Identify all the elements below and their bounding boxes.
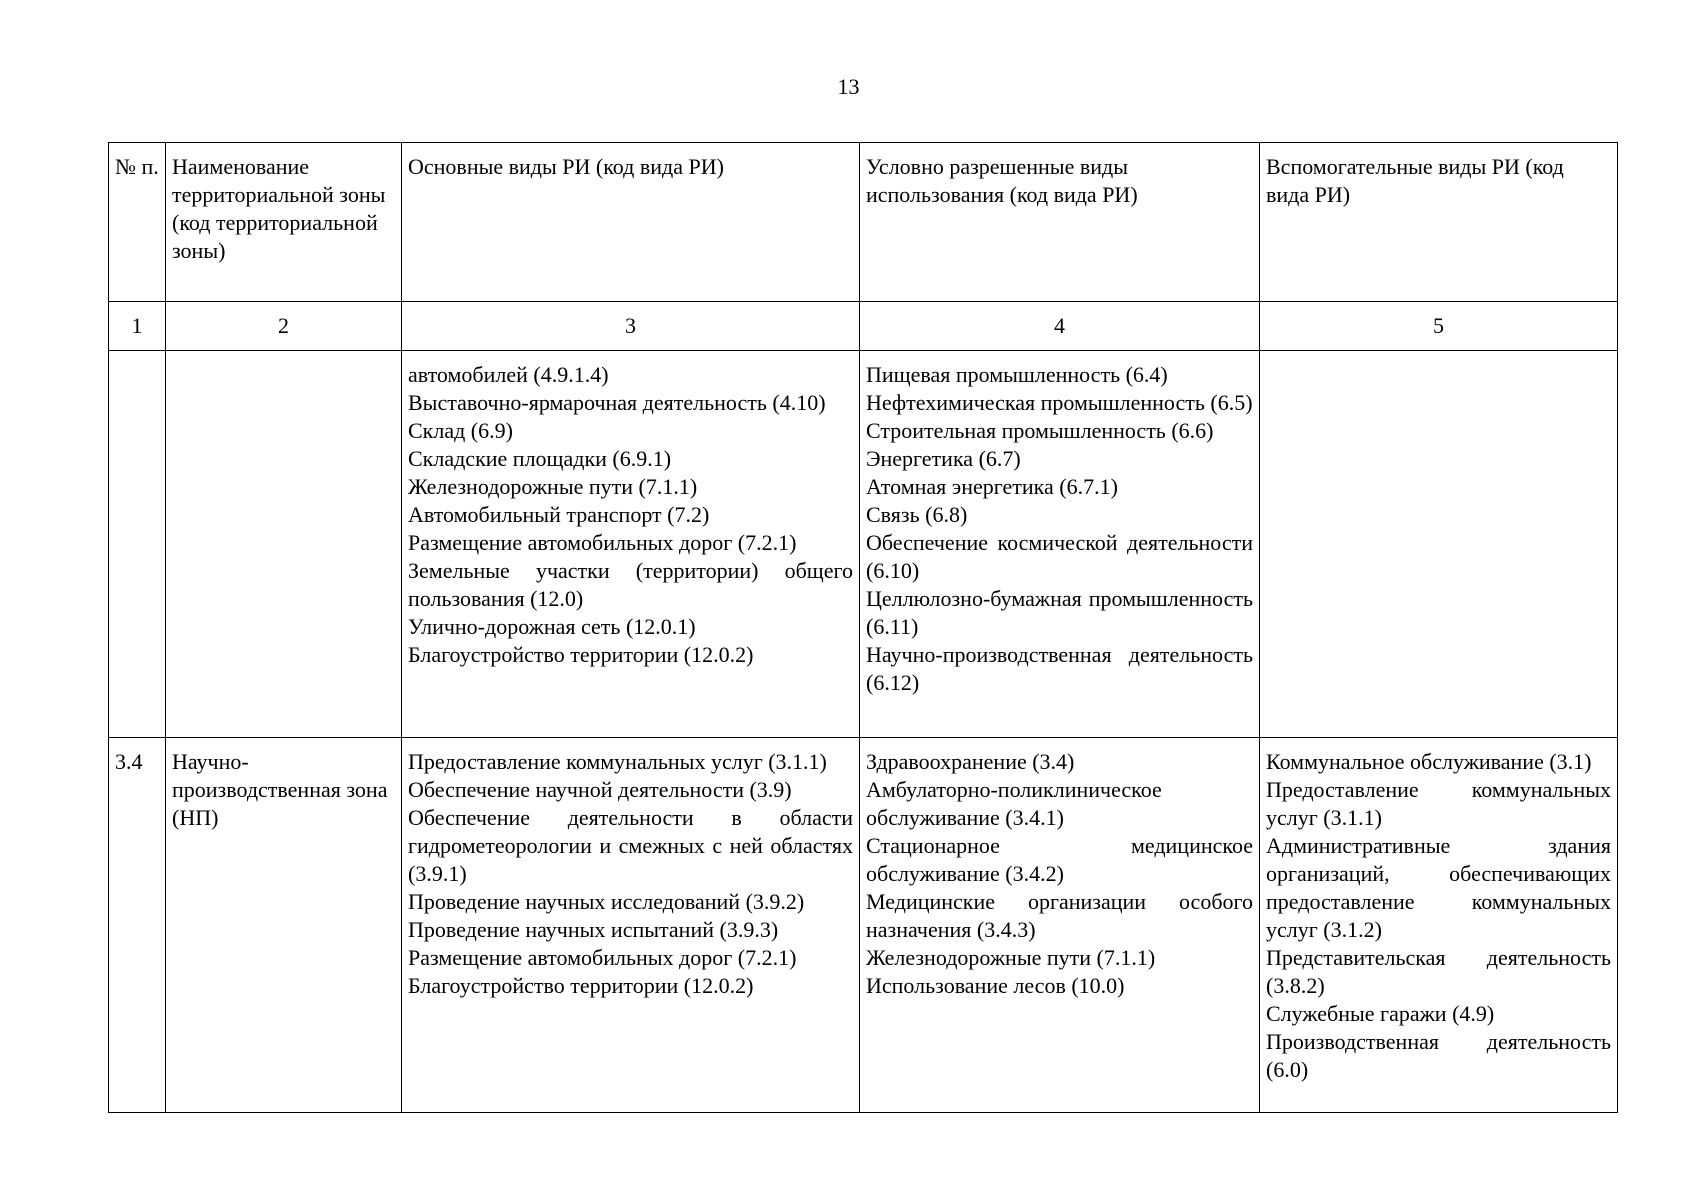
list-item: Улично-дорожная сеть (12.0.1) (408, 614, 696, 639)
column-numbers-row (109, 302, 1618, 351)
column-number-1: 1 (109, 302, 166, 351)
list-item: Железнодорожные пути (7.1.1) (408, 474, 698, 499)
column-number-4: 4 (860, 302, 1260, 351)
column-number-3: 3 (402, 302, 860, 351)
list-item: Предоставление коммунальных услуг (3.1.1) (408, 749, 827, 774)
main-uses-list (402, 351, 860, 738)
list-item: Использование лесов (10.0) (866, 973, 1125, 998)
list-item: Проведение научных испытаний (3.9.3) (408, 917, 779, 942)
list-item: Представительская деятельность (3.8.2) (1266, 945, 1611, 998)
table-row (109, 738, 1618, 1113)
list-item: Медицинские организации особого назначения (3.4.3) (866, 889, 1253, 942)
header-conditional-uses: Условно разрешенные виды использования (код вида РИ) (860, 143, 1260, 302)
conditional-uses-list (860, 351, 1260, 738)
list-item: Коммунальное обслуживание (3.1) (1266, 749, 1592, 774)
list-item: Складские площадки (6.9.1) (408, 446, 672, 471)
list-item: Железнодорожные пути (7.1.1) (866, 945, 1156, 970)
list-item: Благоустройство территории (12.0.2) (408, 973, 754, 998)
auxiliary-uses-list (1260, 351, 1618, 738)
row-number (109, 351, 166, 738)
list-item: Благоустройство территории (12.0.2) (408, 642, 754, 667)
list-item: Размещение автомобильных дорог (7.2.1) (408, 530, 797, 555)
list-item: Проведение научных исследований (3.9.2) (408, 889, 805, 914)
column-number-5: 5 (1260, 302, 1618, 351)
header-zone-name: Наименование территориальной зоны (код территориальной зоны) (166, 143, 402, 302)
auxiliary-uses-list (1260, 738, 1618, 1113)
column-number-2: 2 (166, 302, 402, 351)
list-item: Обеспечение космической деятельности (6.10) (866, 530, 1253, 583)
list-item: Нефтехимическая промышленность (6.5) (866, 390, 1253, 415)
list-item: Амбулаторно-поликлиническое обслуживание (3.4.1) (866, 777, 1162, 830)
page-number: 13 (837, 74, 860, 99)
main-uses-list (402, 738, 860, 1113)
list-item: Обеспечение деятельности в области гидрометеорологии и смежных с ней областях (3.9.1) (408, 805, 853, 886)
list-item: Размещение автомобильных дорог (7.2.1) (408, 945, 797, 970)
zone-name: Научно-производственная зона (НП) (166, 738, 402, 1113)
list-item: Энергетика (6.7) (866, 446, 1021, 471)
row-number: 3.4 (109, 738, 166, 1113)
list-item: Связь (6.8) (866, 502, 968, 527)
table-row (109, 351, 1618, 738)
list-item: Целлюлозно-бумажная промышленность (6.11) (866, 586, 1253, 639)
header-number: № п. (109, 143, 166, 302)
zones-table (108, 142, 1618, 1113)
list-item: Обеспечение научной деятельности (3.9) (408, 777, 792, 802)
list-item: автомобилей (4.9.1.4) (408, 362, 609, 387)
list-item: Строительная промышленность (6.6) (866, 418, 1214, 443)
list-item: Служебные гаражи (4.9) (1266, 1001, 1495, 1026)
zone-name (166, 351, 402, 738)
list-item: Выставочно-ярмарочная деятельность (4.10) (408, 390, 826, 415)
list-item: Земельные участки (территории) общего пользования (12.0) (408, 558, 853, 611)
list-item: Склад (6.9) (408, 418, 513, 443)
list-item: Здравоохранение (3.4) (866, 749, 1075, 774)
list-item: Производственная деятельность (6.0) (1266, 1029, 1611, 1082)
table-header-row (109, 143, 1618, 302)
list-item: Атомная энергетика (6.7.1) (866, 474, 1118, 499)
header-main-uses: Основные виды РИ (код вида РИ) (402, 143, 860, 302)
list-item: Пищевая промышленность (6.4) (866, 362, 1168, 387)
list-item: Предоставление коммунальных услуг (3.1.1) (1266, 777, 1611, 830)
conditional-uses-list (860, 738, 1260, 1113)
list-item: Стационарное медицинское обслуживание (3.4.2) (866, 833, 1253, 886)
list-item: Научно-производственная деятельность (6.12) (866, 642, 1253, 695)
list-item: Автомобильный транспорт (7.2) (408, 502, 710, 527)
list-item: Административные здания организаций, обеспечивающих предоставление коммунальных услуг (3.1.2) (1266, 833, 1611, 942)
header-auxiliary-uses: Вспомогательные виды РИ (код вида РИ) (1260, 143, 1618, 302)
